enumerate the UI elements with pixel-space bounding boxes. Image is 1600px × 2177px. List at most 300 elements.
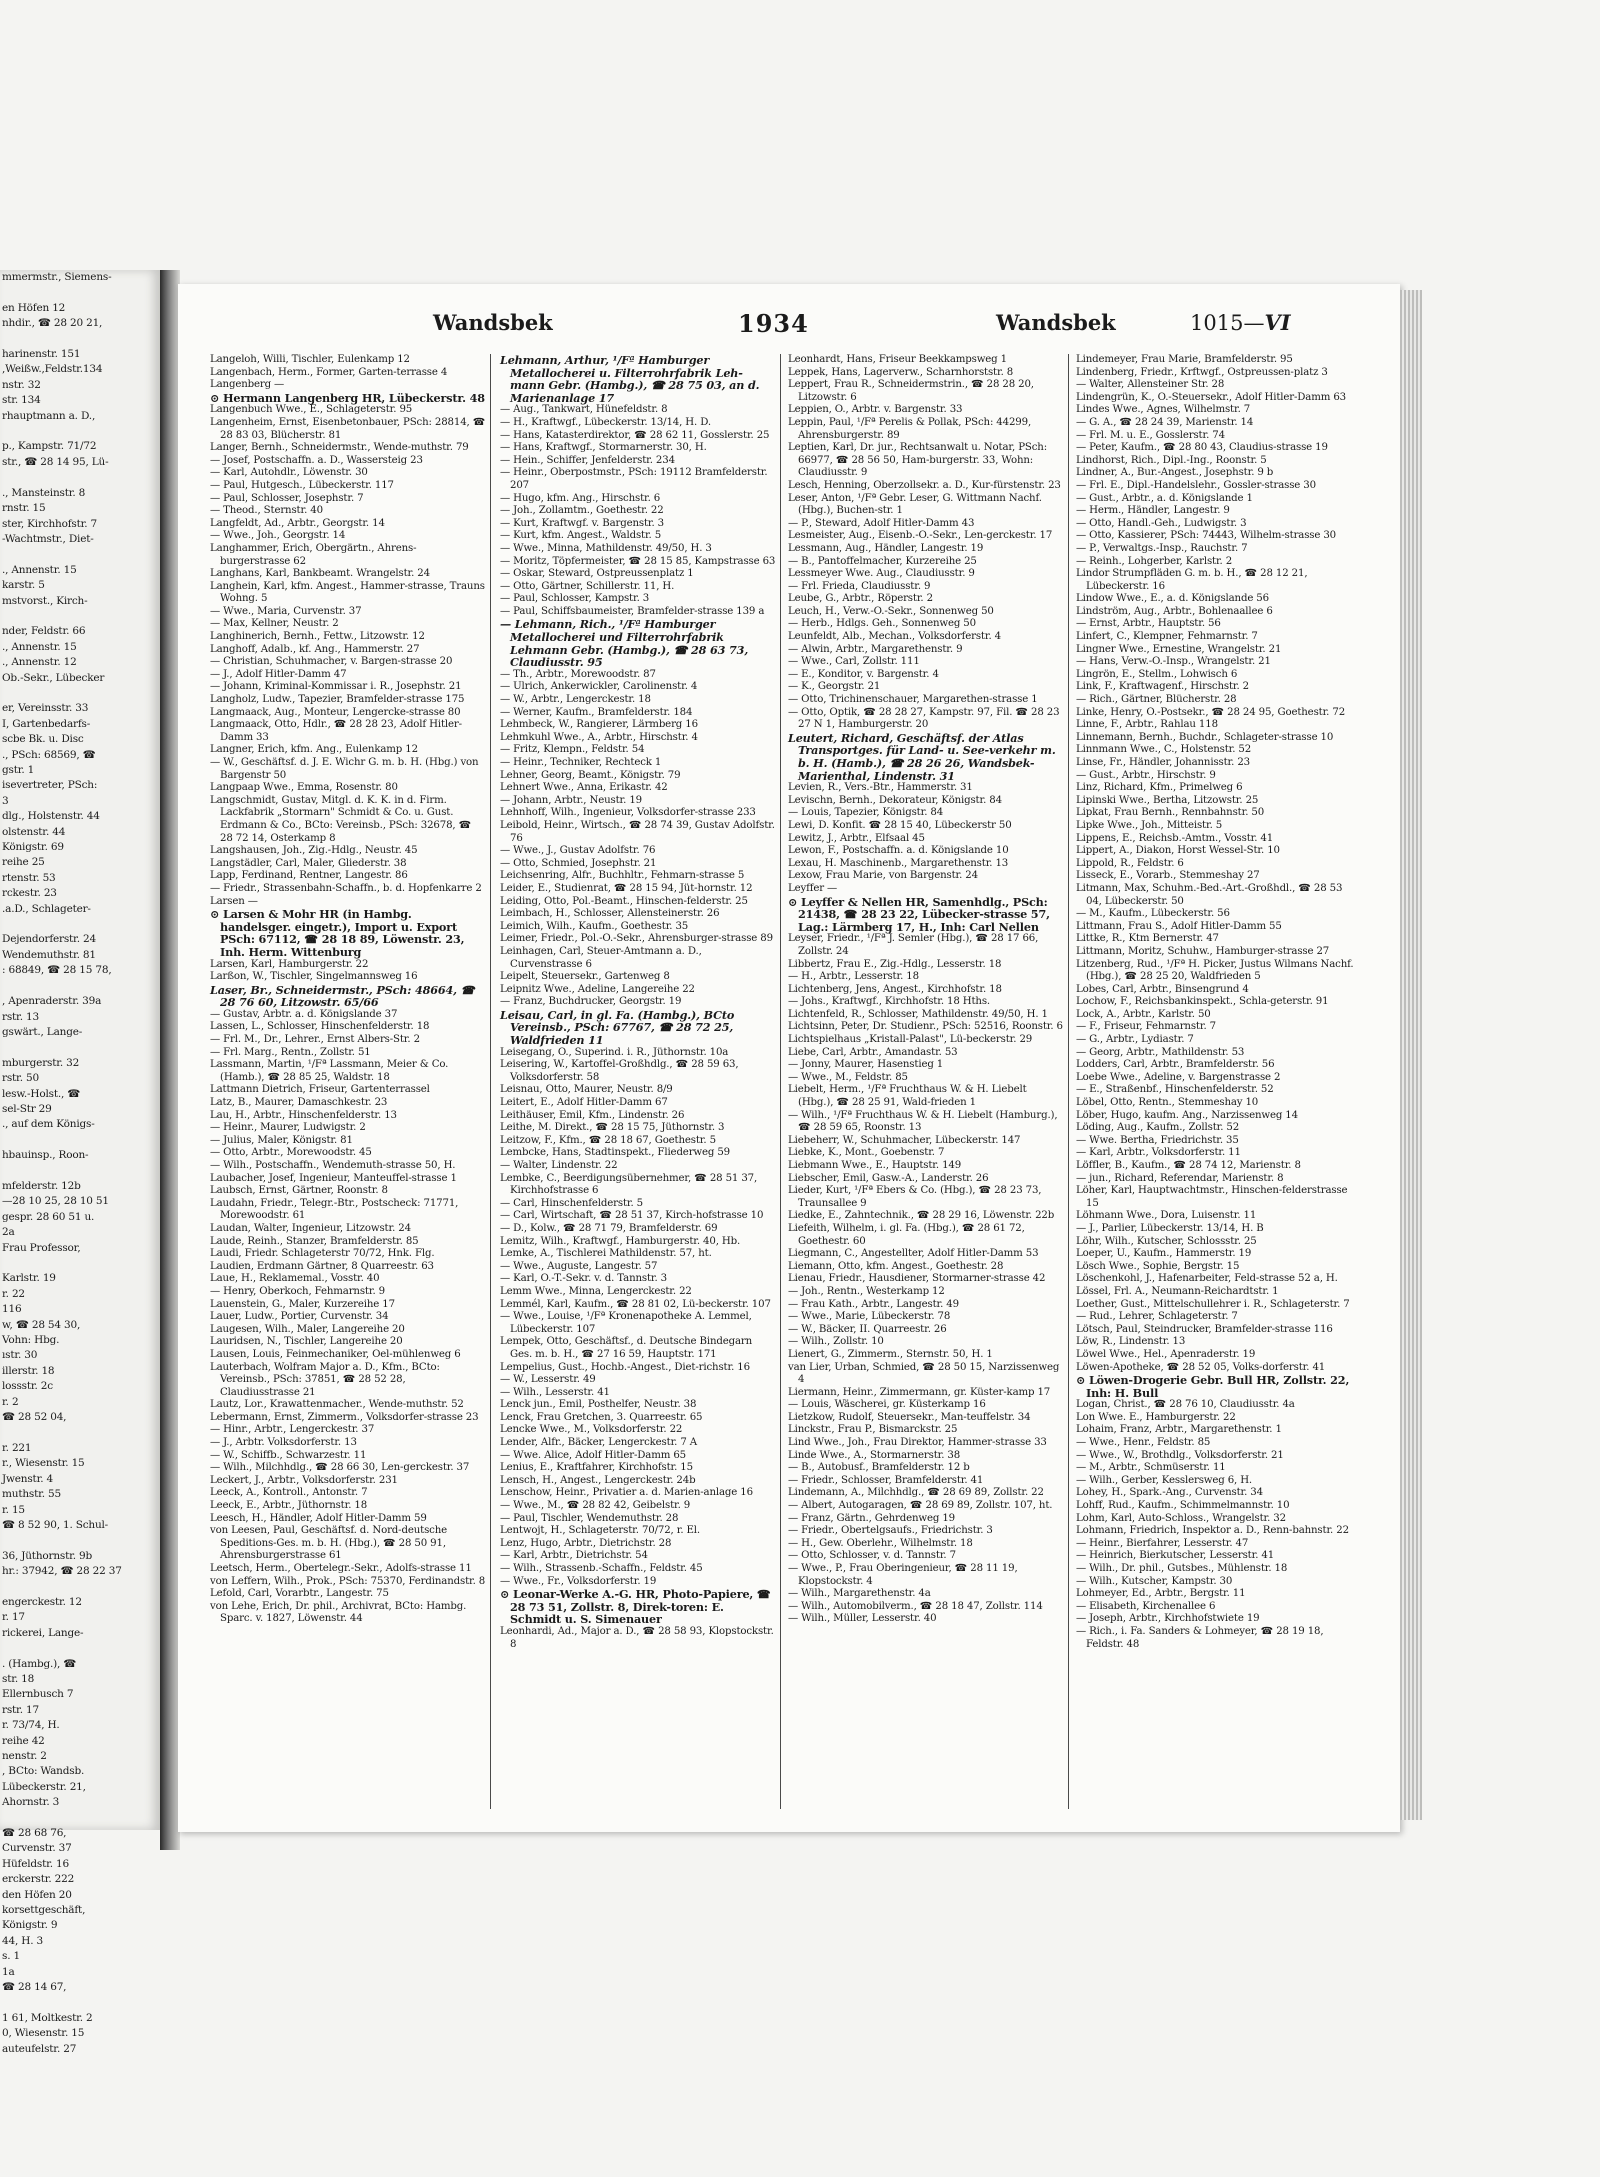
directory-entry: Lauenstein, G., Maler, Kurzereihe 17: [210, 1298, 395, 1310]
directory-entry: — Kurt, Kraftwgf. v. Bargenstr. 3: [500, 517, 665, 529]
directory-entry: — Friedr., Obertelgsaufs., Friedrichstr. 3: [788, 1525, 993, 1537]
left-page-line: harinenstr. 151: [2, 348, 81, 361]
directory-entry: Libbertz, Frau E., Zig.-Hdlg., Lesserstr. 18: [788, 958, 1002, 970]
header-year: 1934: [738, 309, 809, 338]
directory-entry: Leinhagen, Carl, Steuer-Amtmann a. D., Curvenstrasse 6: [500, 945, 702, 970]
directory-entry: Lessmann, Aug., Händler, Langestr. 19: [788, 542, 984, 554]
left-page-line: er, Vereinsstr. 33: [2, 702, 89, 715]
directory-entry: Lenz, Hugo, Arbtr., Dietrichstr. 28: [500, 1537, 672, 1549]
directory-entry: — W., Lesserstr. 49: [500, 1374, 596, 1386]
directory-entry: Lochow, F., Reichsbankinspekt., Schla-geterstr. 91: [1076, 996, 1329, 1008]
directory-entry: Langner, Erich, kfm. Ang., Eulenkamp 12: [210, 744, 418, 756]
directory-entry: Leser, Anton, ¹/Fª Gebr. Leser, G. Wittmann Nachf. (Hbg.), Buchen-str. 1: [788, 492, 1042, 517]
directory-entry: Lefold, Carl, Vorarbtr., Langestr. 75: [210, 1588, 389, 1600]
directory-entry: Lienert, G., Zimmerm., Sternstr. 50, H. 1: [788, 1348, 993, 1360]
left-page-line: Frau Professor,: [2, 1241, 81, 1254]
left-page-line: str., ☎ 28 14 95, Lü-: [2, 455, 109, 468]
directory-entry: Lienau, Friedr., Hausdiener, Stormarner-strasse 42: [788, 1273, 1046, 1285]
directory-entry: Lon Wwe. E., Hamburgerstr. 22: [1076, 1411, 1236, 1423]
directory-entry: — Alwin, Arbtr., Margarethenstr. 9: [788, 643, 963, 655]
left-page-line: Jwenstr. 4: [2, 1472, 54, 1485]
directory-entry: — Henry, Oberkoch, Fehmarnstr. 9: [210, 1285, 385, 1297]
directory-entry: Leyser, Friedr., ¹/Fª J. Semler (Hbg.), ☎ 28 17 66, Zollstr. 24: [788, 933, 1039, 957]
directory-entry: Leimer, Friedr., Pol.-O.-Sekr., Ahrensburger-strasse 89: [500, 933, 773, 945]
directory-entry: — Paul, Tischler, Wendemuthstr. 28: [500, 1512, 679, 1524]
directory-entry: — J., Adolf Hitler-Damm 47: [210, 668, 347, 680]
directory-entry: Loebe Wwe., Adeline, v. Bargenstrasse 2: [1076, 1071, 1281, 1083]
directory-entry: Leichsenring, Alfr., Buchhltr., Fehmarn-strasse 5: [500, 870, 745, 882]
directory-entry: — P., Steward, Adolf Hitler-Damm 43: [788, 517, 975, 529]
directory-entry: — Otto, Kassierer, PSch: 74443, Wilhelm-strasse 30: [1076, 530, 1336, 542]
directory-entry: Laue, H., Reklamemal., Vosstr. 40: [210, 1273, 380, 1285]
left-page-line: reihe 25: [2, 856, 45, 869]
directory-entry: Langenberg —: [210, 379, 285, 391]
left-page-line: —28 10 25, 28 10 51: [2, 1195, 109, 1208]
directory-entry: — Joh., Rentn., Westerkamp 12: [788, 1285, 945, 1297]
directory-entry: Larßon, W., Tischler, Singelmannsweg 16: [210, 971, 418, 983]
left-page-line: sel-Str 29: [2, 1102, 52, 1115]
left-page-line: Königstr. 69: [2, 841, 64, 854]
directory-entry: — Wwe., Maria, Curvenstr. 37: [210, 605, 362, 617]
left-page-line: r. 17: [2, 1611, 25, 1624]
left-page-line: r. 2: [2, 1395, 19, 1408]
directory-entry: Lenschow, Heinr., Privatier a. d. Marien-anlage 16: [500, 1487, 753, 1499]
directory-entry: — Gust., Arbtr., Hirschstr. 9: [1076, 769, 1216, 781]
directory-entry: Lessmeyer Wwe. Aug., Claudiusstr. 9: [788, 568, 975, 580]
directory-entry: Leisegang, O., Superind. i. R., Jüthornstr. 10a: [500, 1046, 729, 1058]
directory-entry: — Wilh., Dr. phil., Gutsbes., Mühlenstr. 18: [1076, 1563, 1288, 1574]
directory-entry: — E., Konditor, v. Bargenstr. 4: [788, 668, 939, 680]
left-page-line: [0, 1133, 160, 1148]
left-page-line: 1 61, Moltkestr. 2: [2, 2011, 93, 2024]
directory-entry: — J., Parlier, Lübeckerstr. 13/14, H. B: [1076, 1222, 1264, 1234]
left-page-line: .a.D., Schlageter-: [2, 902, 91, 915]
directory-entry: Lempelius, Gust., Hochb.-Angest., Diet-richstr. 16: [500, 1361, 750, 1373]
left-page-line: en Höfen 12: [2, 301, 66, 314]
left-page-line: gstr. 1: [2, 764, 35, 776]
directory-entry: — Otto, Schmied, Josephstr. 21: [500, 857, 657, 869]
directory-entry: — W., Schiffb., Schwarzestr. 11: [210, 1449, 367, 1461]
directory-entry: Lautz, Lor., Krawattenmacher., Wende-muthstr. 52: [210, 1399, 464, 1411]
left-page-line: dlg., Holstenstr. 44: [2, 810, 100, 823]
left-page-line: Wendemuthstr. 81: [2, 948, 96, 961]
left-page-line: str. 134: [2, 394, 41, 407]
directory-entry: Langstädler, Carl, Maler, Gliederstr. 38: [210, 857, 407, 869]
left-page-line: ☎ 28 14 67,: [2, 1981, 67, 1994]
directory-entry: Lingrön, E., Stellm., Lohwisch 6: [1076, 668, 1238, 680]
directory-entry: Lodders, Carl, Arbtr., Bramfelderstr. 56: [1076, 1059, 1275, 1071]
directory-entry: Lau, H., Arbtr., Hinschenfelderstr. 13: [210, 1109, 397, 1121]
directory-entry: — Wwe., Marie, Lübeckerstr. 78: [788, 1311, 951, 1323]
directory-entry: — Friedr., Schlosser, Bramfelderstr. 41: [788, 1474, 984, 1486]
left-page-line: [0, 1580, 160, 1595]
directory-entry: — Wilh., Milchhdlg., ☎ 28 66 30, Len-gerckestr. 37: [210, 1462, 470, 1474]
book-gutter: [160, 270, 180, 1850]
directory-entry: — Elisabeth, Kirchenallee 6: [1076, 1600, 1216, 1612]
directory-entry: Lindengrün, K., O.-Steuersekr., Adolf Hitler-Damm 63: [1076, 391, 1346, 403]
left-page-line: , Apenraderstr. 39a: [2, 995, 102, 1008]
directory-entry: Lohmeyer, Ed., Arbtr., Bergstr. 11: [1076, 1588, 1246, 1600]
left-page-line: nenstr. 2: [2, 1750, 47, 1762]
directory-entry: — Wwe., Fr., Volksdorferstr. 19: [500, 1575, 657, 1587]
directory-entry: Linse, Fr., Händler, Johannisstr. 23: [1076, 757, 1250, 768]
directory-entry: — Heinr., Oberpostmstr., PSch: 19112 Bramfelderstr. 207: [500, 467, 768, 491]
directory-entry: Langmaack, Otto, Hdlr., ☎ 28 28 23, Adolf Hitler-Damm 33: [210, 719, 462, 743]
directory-entry: Löbel, Otto, Rentn., Stemmeshay 10: [1076, 1097, 1259, 1109]
directory-entry: Leithe, M. Direkt., ☎ 28 15 75, Jüthornstr. 3: [500, 1122, 725, 1134]
directory-entry: — Frl. M., Dr., Lehrer., Ernst Albers-Str. 2: [210, 1034, 420, 1046]
directory-entry: — Kurt, kfm. Angest., Waldstr. 5: [500, 530, 662, 542]
left-page-line: nhdir., ☎ 28 20 21,: [2, 317, 103, 330]
left-page-line: ., Annenstr. 15: [2, 640, 77, 653]
left-page-line: rnstr. 15: [2, 502, 46, 515]
directory-entry: Langfeldt, Ad., Arbtr., Georgstr. 14: [210, 517, 385, 529]
left-page-line: muthstr. 55: [2, 1488, 62, 1501]
directory-entry: — F., Friseur, Fehmarnstr. 7: [1076, 1021, 1216, 1033]
directory-entry: — Hein., Schiffer, Jenfelderstr. 234: [500, 454, 675, 466]
left-page-line: lossstr. 2c: [2, 1380, 53, 1393]
directory-entry: Lewi, D. Konfit. ☎ 28 15 40, Lübeckerstr 50: [788, 819, 1012, 831]
directory-entry: — Wwe., Carl, Zollstr. 111: [788, 656, 920, 668]
directory-entry: — Wwe., Joh., Georgstr. 14: [210, 530, 346, 542]
directory-entry: Leppert, Frau R., Schneidermstrin., ☎ 28 28 20, Litzowstr. 6: [788, 379, 1034, 403]
left-page-line: 1a: [2, 1965, 15, 1978]
directory-entry: Lippold, R., Feldstr. 6: [1076, 857, 1184, 869]
directory-entry: Levien, R., Vers.-Btr., Hammerstr. 31: [788, 782, 973, 794]
directory-entry: Lexau, H. Maschinenb., Margarethenstr. 13: [788, 857, 1009, 869]
directory-entry: — W., Geschäftsf. d. J. E. Wichr G. m. b. H. (Hbg.) von Bargenstr 50: [210, 757, 479, 781]
directory-entry: Lenck, Frau Gretchen, 3. Quarreestr. 65: [500, 1411, 703, 1423]
directory-entry: Leimich, Wilh., Kaufm., Goethestr. 35: [500, 920, 689, 932]
left-page-line: gswärt., Lange-: [2, 1025, 83, 1038]
directory-entry: — Franz, Buchdrucker, Georgstr. 19: [500, 996, 682, 1008]
directory-entry: Laude, Reinh., Stanzer, Bramfelderstr. 85: [210, 1235, 419, 1247]
directory-entry: Lewon, F., Postschaffn. a. d. Königslande 10: [788, 845, 1009, 857]
left-page-line: Ellernbusch 7: [2, 1688, 74, 1701]
directory-entry: — Paul, Schlosser, Kampstr. 3: [500, 593, 650, 605]
left-page-line: [0, 1256, 160, 1271]
left-page-line: Lübeckerstr. 21,: [2, 1780, 86, 1793]
directory-entry: Lohey, H., Spark.-Ang., Curvenstr. 34: [1076, 1487, 1263, 1499]
left-page-line: hr.: 37942, ☎ 28 22 37: [2, 1565, 122, 1578]
left-page-line: [0, 1641, 160, 1656]
left-page-line: 36, Jüthornstr. 9b: [2, 1549, 93, 1562]
directory-entry: — Max, Kellner, Neustr. 2: [210, 618, 339, 630]
left-page-line: nder, Feldstr. 66: [2, 625, 86, 638]
left-page-line: ıstr. 30: [2, 1349, 38, 1362]
left-page-line: rhauptmann a. D.,: [2, 409, 96, 422]
directory-entry: Liefeith, Wilhelm, i. gl. Fa. (Hbg.), ☎ 28 61 72, Goethestr. 60: [788, 1222, 1025, 1247]
directory-entry: — Carl, Wirtschaft, ☎ 28 51 37, Kirch-hofstrasse 10: [500, 1210, 764, 1222]
left-page-line: olstenstr. 44: [2, 825, 66, 838]
left-page-line: ., Mansteinstr. 8: [2, 486, 86, 499]
directory-entry: Löw, R., Lindenstr. 13: [1076, 1336, 1186, 1348]
directory-entry: Loether, Gust., Mittelschullehrer i. R., Schlageterstr. 7: [1076, 1298, 1350, 1310]
directory-entry: Larsen —: [210, 895, 258, 907]
left-page-line: [0, 332, 160, 347]
directory-entry: — Wilh., Lesserstr. 41: [500, 1386, 610, 1398]
directory-entry: Löwel Wwe., Hel., Apenraderstr. 19: [1076, 1348, 1256, 1360]
directory-entry: — W., Bäcker, II. Quarreestr. 26: [788, 1323, 947, 1335]
directory-entry: Langhinerich, Bernh., Fettw., Litzowstr. 12: [210, 631, 425, 643]
left-page-line: 2a: [2, 1226, 15, 1239]
directory-entry: Lauterbach, Wolfram Major a. D., Kfm., BCto: Vereinsb., PSch: 37851, ☎ 28 52 28, Claudiusstrasse 21: [210, 1361, 440, 1398]
left-page-line: lesw.-Holst., ☎: [2, 1087, 81, 1100]
directory-entry: — E., Straßenbf., Hinschenfelderstr. 52: [1076, 1084, 1274, 1096]
directory-entry: Lohmann, Friedrich, Inspektor a. D., Renn-bahnstr. 22: [1076, 1525, 1349, 1537]
directory-entry: Leitert, E., Adolf Hitler-Damm 67: [500, 1097, 668, 1109]
directory-entry: Leesch, H., Händler, Adolf Hitler-Damm 59: [210, 1512, 427, 1524]
directory-entry: Leipnitz Wwe., Adeline, Langereihe 22: [500, 983, 695, 995]
directory-entry: — Louis, Wäscherei, gr. Küsterkamp 16: [788, 1399, 986, 1411]
left-page-line: . (Hambg.), ☎: [2, 1657, 77, 1670]
left-page-line: r. 221: [2, 1441, 32, 1454]
left-page-line: rstr. 50: [2, 1072, 39, 1085]
left-page-line: ster, Kirchhofstr. 7: [2, 517, 98, 530]
directory-entry: Liebe, Carl, Arbtr., Amandastr. 53: [788, 1046, 958, 1058]
directory-entry: Lehmbeck, W., Rangierer, Lärmberg 16: [500, 719, 698, 731]
directory-entry: Lentwojt, H., Schlageterstr. 70/72, r. El.: [500, 1525, 700, 1537]
left-page-line: mmermstr., Siemens-: [2, 271, 112, 283]
left-page-line: Königstr. 9: [2, 1919, 58, 1932]
directory-entry: — Wilh., Automobilverm., ☎ 28 18 47, Zollstr. 114: [788, 1600, 1043, 1612]
directory-entry: Leeck, E., Arbtr., Jüthornstr. 18: [210, 1500, 368, 1512]
left-page-line: [0, 1164, 160, 1179]
directory-entry: — Franz, Gärtn., Gehrdenweg 19: [788, 1512, 955, 1524]
directory-entry: — Joseph, Arbtr., Kirchhofstwiete 19: [1076, 1613, 1260, 1625]
left-page-line: [0, 470, 160, 485]
left-page-line: ☎ 28 68 76,: [2, 1827, 67, 1840]
directory-entry: — Frl. Marg., Rentn., Zollstr. 51: [210, 1046, 371, 1058]
left-page-line: [0, 1040, 160, 1055]
directory-entry: — Otto, Handl.-Geh., Ludwigstr. 3: [1076, 517, 1247, 529]
directory-entry: Lender, Alfr., Bäcker, Lengerckestr. 7 A: [500, 1437, 697, 1449]
directory-entry: Lauridsen, N., Tischler, Langereihe 20: [210, 1336, 403, 1348]
directory-entry: — Frl. E., Dipl.-Handelslehr., Gossler-strasse 30: [1076, 479, 1316, 491]
left-page-fragment: [0, 270, 160, 2055]
left-page-line: ☎ 8 52 90, 1. Schul-: [2, 1518, 109, 1531]
directory-entry: — Jonny, Maurer, Hasenstieg 1: [788, 1059, 944, 1071]
directory-entry: — Wwe., Minna, Mathildenstr. 49/50, H. 3: [500, 542, 712, 554]
header-district-left: Wandsbek: [433, 310, 553, 335]
left-page-line: ., auf dem Königs-: [2, 1118, 95, 1131]
directory-entry: Langshausen, Joh., Zig.-Hdlg., Neustr. 45: [210, 845, 418, 857]
left-page-line: [0, 1811, 160, 1826]
directory-entry: Leibold, Heinr., Wirtsch., ☎ 28 74 39, Gustav Adolfstr. 76: [500, 819, 775, 844]
directory-entry: Linke, Henry, O.-Postsekr., ☎ 28 24 95, Goethestr. 72: [1076, 706, 1346, 718]
directory-entry: Lindenberg, Friedr., Krftwgf., Ostpreussen-platz 3: [1076, 366, 1328, 378]
left-page-line: [0, 1996, 160, 2011]
directory-entry: — Paul, Schiffsbaumeister, Bramfelder-strasse 139 a: [500, 605, 765, 617]
directory-entry: — Wwe., M., ☎ 28 82 42, Geibelstr. 9: [500, 1500, 691, 1512]
left-page-line: rickerei, Lange-: [2, 1626, 84, 1639]
directory-entry: Leithäuser, Emil, Kfm., Lindenstr. 26: [500, 1109, 685, 1121]
directory-entry: Lembcke, Hans, Stadtinspekt., Fliederweg 59: [500, 1147, 730, 1159]
directory-entry: Lingner Wwe., Ernestine, Wrangelstr. 21: [1076, 643, 1282, 655]
directory-entry: Link, F., Kraftwagenf., Hirschstr. 2: [1076, 681, 1250, 693]
left-page-line: nstr. 32: [2, 378, 41, 391]
directory-entry: Linne, F., Arbtr., Rahlau 118: [1076, 719, 1218, 731]
directory-entry: Leetsch, Herm., Obertelegr.-Sekr., Adolfs-strasse 11: [210, 1563, 472, 1574]
directory-entry: Linnemann, Bernh., Buchdr., Schlageter-strasse 10: [1076, 731, 1334, 743]
directory-entry: — Carl, Hinschenfelderstr. 5: [500, 1197, 643, 1209]
directory-entry: — Hinr., Arbtr., Lengerckestr. 37: [210, 1424, 375, 1436]
directory-entry: — Wilh., Strassenb.-Schaffn., Feldstr. 45: [500, 1563, 703, 1574]
directory-entry: Langhoff, Adalb., kf. Ang., Hammerstr. 27: [210, 643, 420, 655]
directory-entry: — Walter, Allensteiner Str. 28: [1076, 379, 1225, 391]
directory-entry: Liebke, K., Mont., Goebenstr. 7: [788, 1147, 945, 1159]
directory-entry: — Wilh., ¹/Fª Fruchthaus W. & H. Liebelt (Hamburg.), ☎ 28 59 65, Roonstr. 13: [788, 1109, 1058, 1134]
left-page-line: , BCto: Wandsb.: [2, 1765, 85, 1778]
left-page-line: [0, 979, 160, 994]
directory-entry: Leider, E., Studienrat, ☎ 28 15 94, Jüt-hornstr. 12: [500, 882, 753, 894]
directory-entry: — Werner, Kaufm., Bramfelderstr. 184: [500, 706, 693, 718]
directory-entry: Liebeherr, W., Schuhmacher, Lübeckerstr. 147: [788, 1134, 1021, 1146]
directory-entry: — Karl, Autohdlr., Löwenstr. 30: [210, 467, 368, 479]
left-page-line: korsettgeschäft,: [2, 1904, 86, 1917]
directory-entry: — Wwe., Louise, ¹/Fª Kronenapotheke A. Lemmel, Lübeckerstr. 107: [500, 1311, 752, 1335]
left-page-line: rtenstr. 53: [2, 871, 56, 884]
directory-entry: — Friedr., Strassenbahn-Schaffn., b. d. Hopfenkarre 2: [210, 882, 482, 894]
left-page-line: Karlstr. 19: [2, 1272, 56, 1285]
directory-entry: — G. A., ☎ 28 24 39, Marienstr. 14: [1076, 416, 1254, 428]
directory-entry: Lesmeister, Aug., Eisenb.-O.-Sekr., Len-gerckestr. 17: [788, 530, 1053, 542]
directory-entry: — Julius, Maler, Königstr. 81: [210, 1134, 353, 1146]
directory-entry: Langpaap Wwe., Emma, Rosenstr. 80: [210, 782, 398, 794]
left-page-line: Hüfeldstr. 16: [2, 1857, 70, 1870]
directory-entry: Linckstr., Frau P., Bismarckstr. 25: [788, 1424, 958, 1436]
directory-entry: Lempek, Otto, Geschäftsf., d. Deutsche Bindegarn Ges. m. b. H., ☎ 27 16 59, Hauptstr. 171: [500, 1336, 753, 1360]
directory-entry: — Georg, Arbtr., Mathildenstr. 53: [1076, 1046, 1245, 1058]
directory-entry: Logan, Christ., ☎ 28 76 10, Claudiusstr. 4a: [1076, 1399, 1295, 1411]
directory-entry: — Heinrich, Bierkutscher, Lesserstr. 41: [1076, 1550, 1275, 1562]
directory-entry: Lencke Wwe., M., Volksdorferstr. 22: [500, 1424, 683, 1436]
left-page-line: karstr. 5: [2, 579, 45, 592]
directory-entry: Langhammer, Erich, Obergärtn., Ahrens-burgerstrasse 62: [210, 542, 417, 567]
directory-entry: Lexow, Frau Marie, von Bargenstr. 24: [788, 870, 978, 882]
directory-entry: Lippens, E., Reichsb.-Amtm., Vosstr. 41: [1076, 832, 1274, 844]
directory-entry: — Wwe., P., Frau Oberingenieur, ☎ 28 11 19, Klopstockstr. 4: [788, 1563, 1018, 1587]
directory-entry: Leppien, O., Arbtr. v. Bargenstr. 33: [788, 404, 963, 416]
left-page-line: [0, 424, 160, 439]
directory-entry: — jun., Richard, Referendar, Marienstr. 8: [1076, 1172, 1284, 1184]
left-page-line: w, ☎ 28 54 30,: [2, 1318, 81, 1331]
directory-entry: Liebmann Wwe., E., Hauptstr. 149: [788, 1160, 962, 1171]
directory-entry: — D., Kolw., ☎ 28 71 79, Bramfelderstr. 69: [500, 1222, 718, 1234]
left-page-line: auteufelstr. 27: [2, 2042, 77, 2055]
directory-entry: — Reinh., Lohgerber, Karlstr. 2: [1076, 555, 1233, 567]
directory-entry: Liermann, Heinr., Zimmermann, gr. Küster-kamp 17: [788, 1386, 1051, 1398]
left-page-line: [0, 1533, 160, 1548]
directory-entry: Lapp, Ferdinand, Rentner, Langestr. 86: [210, 870, 408, 882]
left-page-line: erckerstr. 222: [2, 1873, 75, 1886]
left-page-line: Vohn: Hbg.: [2, 1334, 60, 1347]
directory-entry: — B., Autobusf., Bramfelderstr. 12 b: [788, 1462, 970, 1474]
directory-entry: — Rich., i. Fa. Sanders & Lohmeyer, ☎ 28 19 18, Feldstr. 48: [1076, 1625, 1324, 1650]
directory-entry: Lietzkow, Rudolf, Steuersekr., Man-teuffelstr. 34: [788, 1411, 1031, 1423]
directory-entry: Larsen, Karl, Hamburgerstr. 22: [210, 958, 369, 970]
directory-entry: — Hans, Katasterdirektor, ☎ 28 62 11, Gosslerstr. 25: [500, 429, 770, 441]
directory-entry: — Joh., Zollamtm., Goethestr. 22: [500, 505, 664, 517]
directory-entry: Laubsch, Ernst, Gärtner, Roonstr. 8: [210, 1185, 388, 1197]
directory-entry: Lipinski Wwe., Bertha, Litzowstr. 25: [1076, 794, 1259, 806]
directory-entry: Laudien, Erdmann Gärtner, 8 Quarreestr. 63: [210, 1260, 434, 1272]
left-page-line: 44, H. 3: [2, 1934, 43, 1947]
left-page-line: ., Annenstr. 15: [2, 563, 77, 576]
left-page-line: Curvenstr. 37: [2, 1842, 72, 1855]
directory-entry: Lieder, Kurt, ¹/Fª Ebers & Co. (Hbg.), ☎ 28 23 73, Traunsallee 9: [788, 1185, 1042, 1209]
directory-entry: Lobes, Carl, Arbtr., Binsengrund 4: [1076, 983, 1249, 995]
directory-entry: Löschenkohl, J., Hafenarbeiter, Feld-strasse 52 a, H.: [1076, 1273, 1338, 1285]
directory-entry: — Frl. Frieda, Claudiusstr. 9: [788, 580, 931, 592]
directory-entry: — H., Kraftwgf., Lübeckerstr. 13/14, H. D.: [500, 416, 711, 428]
directory-entry: Langhans, Karl, Bankbeamt. Wrangelstr. 24: [210, 568, 430, 580]
directory-entry: Lausen, Louis, Feinmechaniker, Oel-mühlenweg 6: [210, 1348, 461, 1360]
left-page-line: Dejendorferstr. 24: [2, 933, 96, 946]
directory-entry: Litzenberg, Rud., ¹/Fª H. Picker, Justus Wilmans Nachf. (Hbg.), ☎ 28 25 20, Waldfrieden 5: [1076, 958, 1354, 983]
directory-entry: Lötsch, Paul, Steindrucker, Bramfelder-strasse 116: [1076, 1323, 1333, 1335]
directory-entry: — Walter, Lindenstr. 22: [500, 1160, 618, 1171]
directory-entry: — Louis, Tapezier, Königstr. 84: [788, 807, 944, 819]
left-page-line: rstr. 13: [2, 1010, 39, 1023]
directory-entry: — Gustav, Arbtr. a. d. Königslande 37: [210, 1008, 398, 1020]
page-header: [178, 310, 1400, 340]
left-page-line: ., PSch: 68569, ☎: [2, 748, 96, 761]
directory-entry: Löffler, B., Kaufm., ☎ 28 74 12, Marienstr. 8: [1076, 1160, 1301, 1171]
directory-entry: — Wwe., M., Feldstr. 85: [788, 1071, 908, 1083]
directory-entry: Lind Wwe., Joh., Frau Direktor, Hammer-strasse 33: [788, 1437, 1047, 1449]
directory-entry: — P., Verwaltgs.-Insp., Rauchstr. 7: [1076, 542, 1248, 554]
directory-entry: — Karl, O.-T.-Sekr. v. d. Tannstr. 3: [500, 1273, 668, 1285]
directory-entry: — Lehmann, Rich., ¹/Fª Hamburger Metallocherei und Filterrohrfabrik Lehmann Gebr. (Hambg.), ☎ 28 63 73, Claudiusstr. 95: [500, 617, 749, 670]
directory-entry: ⊙ Löwen-Drogerie Gebr. Bull HR, Zollstr. 22, Inh: H. Bull: [1076, 1373, 1350, 1400]
directory-entry: — Fritz, Klempn., Feldstr. 54: [500, 744, 645, 756]
left-page-line: gespr. 28 60 51 u.: [2, 1210, 95, 1223]
left-page-line: [0, 1425, 160, 1440]
directory-entry: Lindström, Aug., Arbtr., Bohlenaallee 6: [1076, 605, 1273, 617]
directory-entry: Langenheim, Ernst, Eisenbetonbauer, PSch: 28814, ☎ 28 83 03, Blücherstr. 81: [210, 416, 486, 441]
directory-entry: Lehmkuhl Wwe., A., Arbtr., Hirschstr. 4: [500, 731, 698, 743]
directory-entry: Lindner, A., Bur.-Angest., Josephstr. 9 b: [1076, 467, 1274, 479]
directory-entry: Lichtenfeld, R., Schlosser, Mathildenstr. 49/50, H. 1: [788, 1008, 1048, 1020]
directory-entry: Leutert, Richard, Geschäftsf. der Atlas Transportges. für Land- u. See-verkehr m. b. H. (Hamb.), ☎ 28 26 26, Wandsbek-Marienthal, Lindenstr. 31: [788, 730, 1056, 783]
directory-entry: Lenius, E., Kraftfahrer, Kirchhofstr. 15: [500, 1462, 693, 1474]
directory-entry: Lemm Wwe., Minna, Lengerckestr. 22: [500, 1285, 692, 1297]
directory-entry: Liemann, Otto, kfm. Angest., Goethestr. 28: [788, 1260, 1004, 1272]
directory-entry: Leisau, Carl, in gl. Fa. (Hambg.), BCto Vereinsb., PSch: 67767, ☎ 28 72 25, Waldfrieden 11: [500, 1007, 735, 1048]
directory-entry: Löding, Aug., Kaufm., Zollstr. 52: [1076, 1122, 1240, 1134]
directory-entry: — W., Arbtr., Lengerckestr. 18: [500, 694, 651, 706]
directory-entry: Littke, R., Ktm Bernerstr. 47: [1076, 933, 1219, 945]
directory-entry: — Aug., Tankwart, Hünefeldstr. 8: [500, 404, 668, 416]
directory-entry: Lattmann Dietrich, Friseur, Gartenterrassel: [210, 1084, 430, 1096]
left-page-line: mstvorst., Kirch-: [2, 594, 88, 607]
directory-entry: Lindhorst, Rich., Dipl.-Ing., Roonstr. 5: [1076, 454, 1267, 466]
directory-entry: — Wilh., Müller, Lesserstr. 40: [788, 1613, 937, 1625]
directory-entry: Leunfeldt, Alb., Mechan., Volksdorferstr. 4: [788, 631, 1001, 643]
directory-entry: Leonhardt, Hans, Friseur Beekkampsweg 1: [788, 354, 1007, 365]
directory-entry: — M., Kaufm., Lübeckerstr. 56: [1076, 908, 1230, 920]
directory-entry: Lindemann, A., Milchhdlg., ☎ 28 69 89, Zollstr. 22: [788, 1487, 1044, 1499]
directory-entry: Lensch, H., Angest., Lengerckestr. 24b: [500, 1474, 696, 1486]
directory-entry: Liebelt, Herm., ¹/Fª Fruchthaus W. & H. Liebelt (Hbg.), ☎ 28 25 91, Wald-frieden 1: [788, 1084, 1027, 1109]
directory-entry: — Rich., Gärtner, Blücherstr. 28: [1076, 694, 1237, 706]
directory-entry: Löwen-Apotheke, ☎ 28 52 05, Volks-dorferstr. 41: [1076, 1361, 1326, 1373]
directory-entry: — M., Arbtr., Schmüserstr. 11: [1076, 1462, 1226, 1474]
directory-entry: — Otto, Gärtner, Schillerstr. 11, H.: [500, 580, 675, 592]
directory-entry: Linfert, C., Klempner, Fehmarnstr. 7: [1076, 631, 1258, 643]
directory-entry: Leppek, Hans, Lagerverw., Scharnhorststr. 8: [788, 366, 1014, 378]
